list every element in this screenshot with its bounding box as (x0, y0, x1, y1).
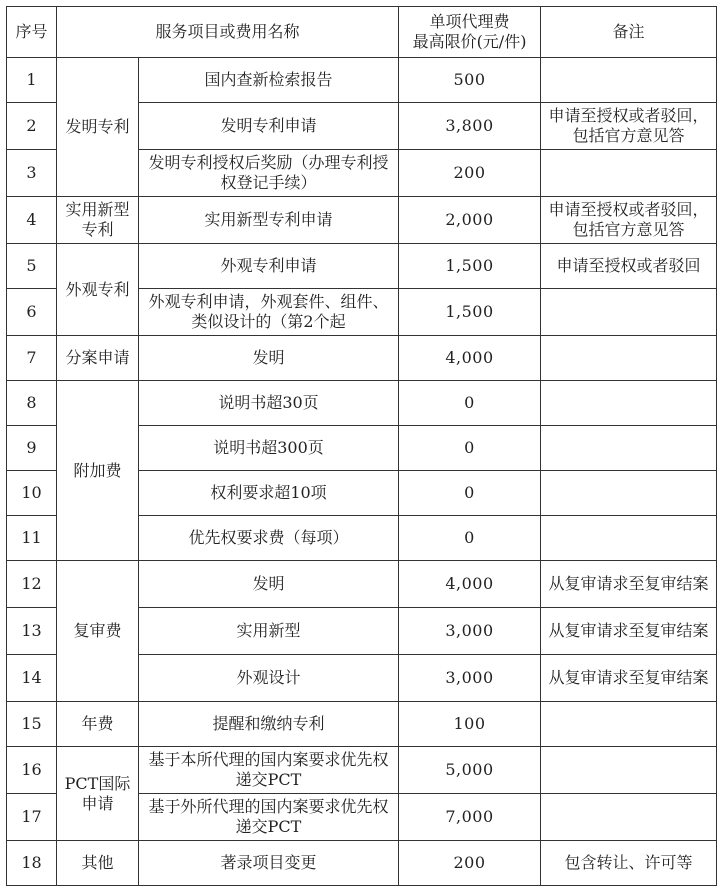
category-other: 其他 (57, 841, 139, 886)
category-reexam: 复审费 (57, 561, 139, 702)
row-fee: 200 (399, 150, 541, 197)
row-no: 17 (7, 794, 57, 841)
row-no: 15 (7, 702, 57, 747)
row-item: 发明 (139, 336, 399, 381)
row-remark (541, 58, 717, 103)
table-row (7, 747, 717, 794)
table-row (7, 58, 717, 103)
category-annual: 年费 (57, 702, 139, 747)
row-item: 提醒和缴纳专利 (139, 702, 399, 747)
category-invention: 发明专利 (57, 58, 139, 197)
row-no: 14 (7, 655, 57, 702)
row-remark (541, 516, 717, 561)
row-no: 8 (7, 381, 57, 426)
row-fee: 200 (399, 841, 541, 886)
category-design: 外观专利 (57, 244, 139, 336)
header-fee-line1: 单项代理费 (429, 12, 510, 31)
row-fee: 3,800 (399, 103, 541, 150)
row-fee: 0 (399, 381, 541, 426)
row-remark (541, 336, 717, 381)
header-service: 服务项目或费用名称 (57, 7, 399, 58)
table-row (7, 841, 717, 886)
row-remark: 申请至授权或者驳回 (541, 244, 717, 289)
row-item: 实用新型 (139, 608, 399, 655)
row-no: 3 (7, 150, 57, 197)
row-remark: 从复审请求至复审结案 (541, 561, 717, 608)
row-item: 发明 (139, 561, 399, 608)
row-remark (541, 471, 717, 516)
fee-schedule-table (6, 6, 717, 886)
row-no: 12 (7, 561, 57, 608)
category-utility: 实用新型专利 (57, 197, 139, 244)
row-fee: 100 (399, 702, 541, 747)
table-row (7, 702, 717, 747)
row-item: 著录项目变更 (139, 841, 399, 886)
row-remark: 从复审请求至复审结案 (541, 608, 717, 655)
row-no: 10 (7, 471, 57, 516)
row-item: 基于本所代理的国内案要求优先权递交PCT (139, 747, 399, 794)
row-item: 国内查新检索报告 (139, 58, 399, 103)
row-no: 18 (7, 841, 57, 886)
header-remark: 备注 (541, 7, 717, 58)
row-remark (541, 289, 717, 336)
row-item: 外观专利申请，外观套件、组件、类似设计的（第2个起 (139, 289, 399, 336)
row-fee: 0 (399, 471, 541, 516)
row-remark (541, 150, 717, 197)
row-fee: 0 (399, 516, 541, 561)
row-no: 6 (7, 289, 57, 336)
row-no: 1 (7, 58, 57, 103)
row-remark (541, 747, 717, 794)
row-item: 发明专利申请 (139, 103, 399, 150)
row-item: 发明专利授权后奖励（办理专利授权登记手续） (139, 150, 399, 197)
row-no: 11 (7, 516, 57, 561)
row-fee: 3,000 (399, 608, 541, 655)
row-item: 说明书超30页 (139, 381, 399, 426)
row-remark: 包含转让、许可等 (541, 841, 717, 886)
row-fee: 4,000 (399, 561, 541, 608)
table-row (7, 561, 717, 608)
row-item: 权利要求超10项 (139, 471, 399, 516)
category-divisional: 分案申请 (57, 336, 139, 381)
row-item: 基于外所代理的国内案要求优先权递交PCT (139, 794, 399, 841)
row-fee: 500 (399, 58, 541, 103)
row-no: 4 (7, 197, 57, 244)
row-remark (541, 794, 717, 841)
row-remark: 申请至授权或者驳回，包括官方意见答 (541, 103, 717, 150)
row-fee: 5,000 (399, 747, 541, 794)
row-no: 5 (7, 244, 57, 289)
row-item: 外观专利申请 (139, 244, 399, 289)
category-surcharge: 附加费 (57, 381, 139, 561)
table-row (7, 336, 717, 381)
row-fee: 7,000 (399, 794, 541, 841)
row-item: 外观设计 (139, 655, 399, 702)
header-fee (399, 7, 541, 58)
row-fee: 4,000 (399, 336, 541, 381)
row-fee: 3,000 (399, 655, 541, 702)
row-fee: 1,500 (399, 244, 541, 289)
row-fee: 0 (399, 426, 541, 471)
header-fee-line2: 最高限价(元/件) (412, 32, 527, 51)
row-no: 9 (7, 426, 57, 471)
row-remark (541, 702, 717, 747)
header-seq: 序号 (7, 7, 57, 58)
row-remark: 从复审请求至复审结案 (541, 655, 717, 702)
header-row (7, 7, 717, 58)
row-fee: 2,000 (399, 197, 541, 244)
row-remark (541, 381, 717, 426)
row-no: 13 (7, 608, 57, 655)
row-remark: 申请至授权或者驳回，包括官方意见答 (541, 197, 717, 244)
row-fee: 1,500 (399, 289, 541, 336)
row-item: 实用新型专利申请 (139, 197, 399, 244)
row-remark (541, 426, 717, 471)
table-row (7, 197, 717, 244)
row-no: 2 (7, 103, 57, 150)
category-pct: PCT国际申请 (57, 747, 139, 841)
table-row (7, 381, 717, 426)
row-no: 16 (7, 747, 57, 794)
row-item: 优先权要求费（每项） (139, 516, 399, 561)
row-no: 7 (7, 336, 57, 381)
row-item: 说明书超300页 (139, 426, 399, 471)
table-row (7, 244, 717, 289)
